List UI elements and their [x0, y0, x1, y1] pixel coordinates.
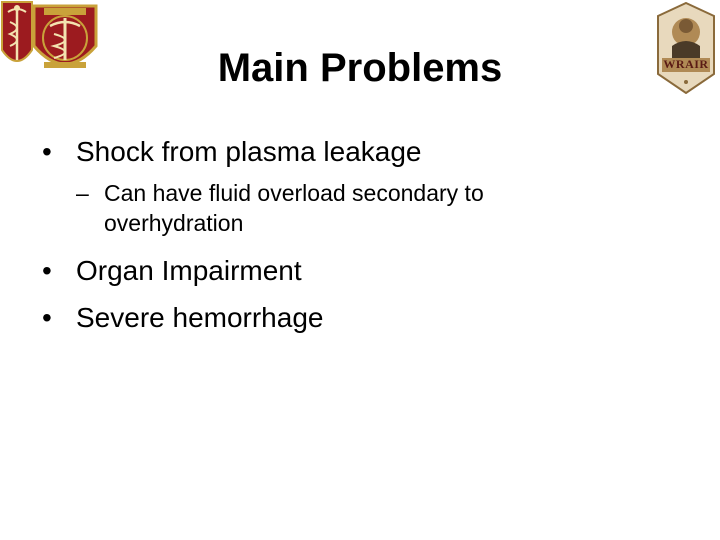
bullet-item [42, 136, 422, 168]
wrair-logo-icon [656, 2, 716, 94]
bullet-marker: • [42, 302, 52, 333]
bullet-item [42, 302, 323, 334]
sub-bullet-text-line2: overhydration [104, 210, 244, 236]
bullet-text: Shock from plasma leakage [76, 136, 422, 167]
army-medical-crest-icon [30, 2, 100, 76]
sub-bullet-item [76, 178, 484, 238]
bullet-item [42, 255, 302, 287]
bullet-marker: • [42, 136, 52, 167]
sub-bullet-marker: – [76, 180, 89, 206]
sub-bullet-text-line1: Can have fluid overload secondary to [104, 180, 484, 206]
bullet-text: Organ Impairment [76, 255, 302, 286]
wrair-logo-text: WRAIR [663, 57, 709, 71]
slide-title: Main Problems [217, 46, 503, 90]
caduceus-shield-icon [0, 0, 34, 74]
bullet-text: Severe hemorrhage [76, 302, 324, 333]
bullet-marker: • [42, 255, 52, 286]
